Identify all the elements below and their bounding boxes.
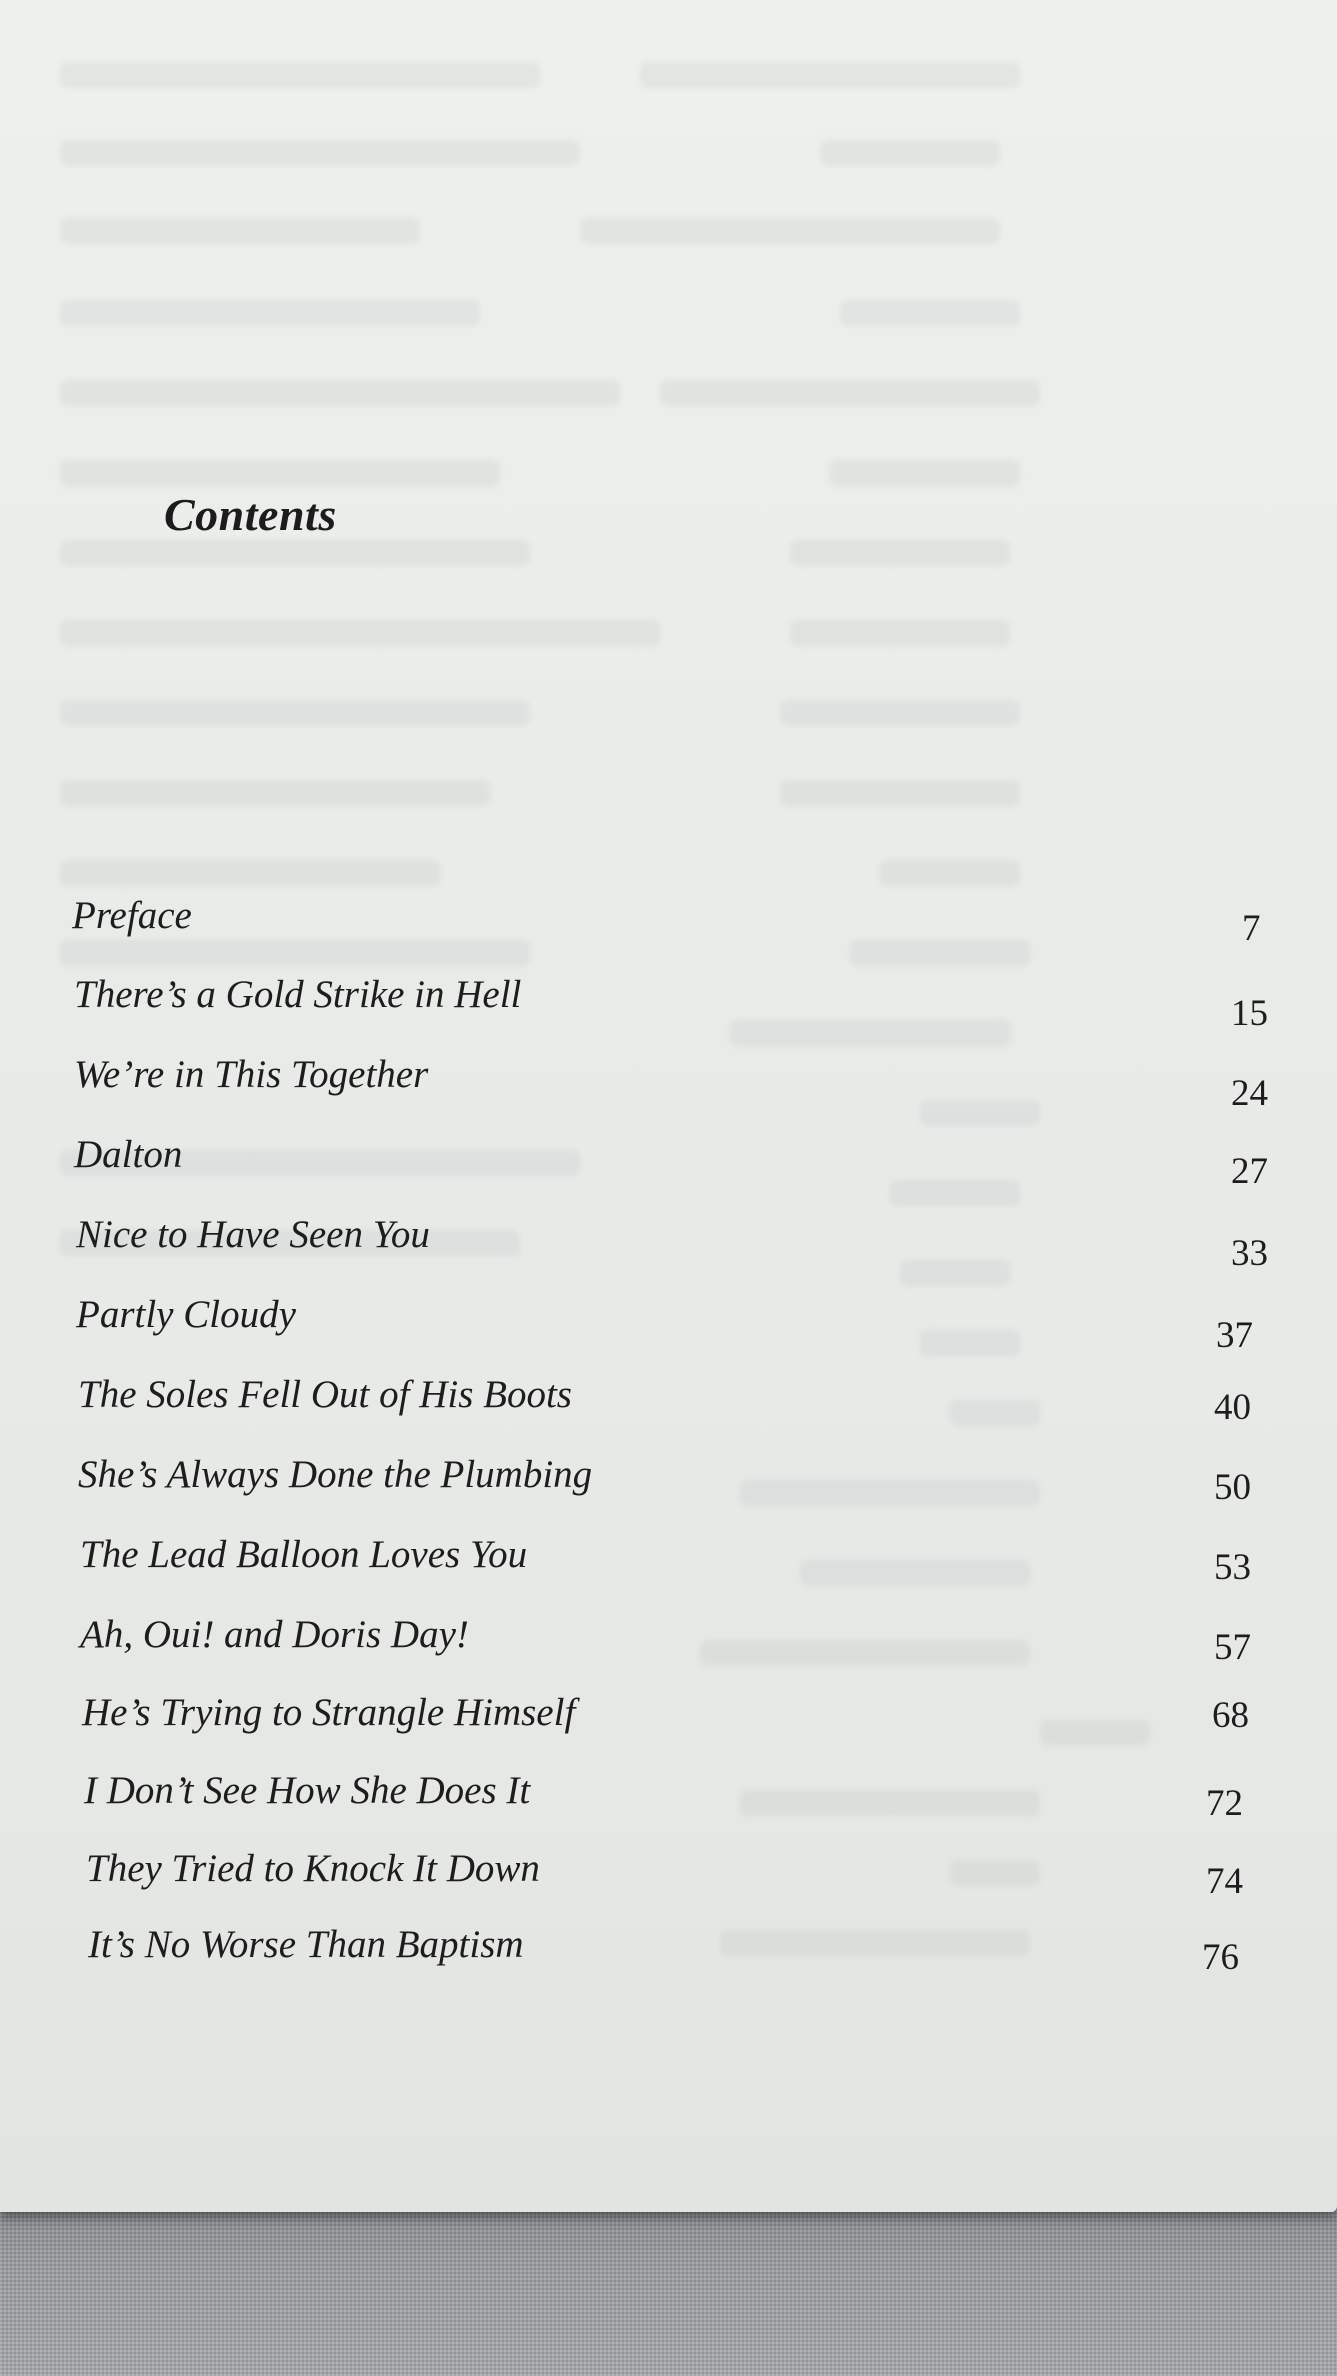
toc-entry-how-she-does-it xyxy=(84,1768,1284,1824)
toc-entry-doris-day xyxy=(80,1612,1280,1668)
toc-entry-page: 57 xyxy=(1214,1627,1251,1668)
toc-entry-page: 68 xyxy=(1212,1695,1249,1736)
toc-entry-plumbing xyxy=(78,1452,1278,1508)
toc-entry-lead-balloon xyxy=(80,1532,1280,1588)
toc-entry-title: Partly Cloudy xyxy=(76,1293,296,1336)
contents-heading: Contents xyxy=(164,489,337,540)
toc-entry-title: It’s No Worse Than Baptism xyxy=(88,1923,524,1966)
toc-entry-page: 24 xyxy=(1231,1073,1268,1114)
toc-entry-page: 7 xyxy=(1242,908,1261,949)
toc-entry-title: There’s a Gold Strike in Hell xyxy=(74,973,522,1016)
toc-entry-partly-cloudy xyxy=(76,1292,1276,1356)
toc-entry-page: 33 xyxy=(1231,1233,1268,1274)
toc-entry-title: Dalton xyxy=(74,1133,183,1176)
toc-entry-title: They Tried to Knock It Down xyxy=(86,1847,540,1890)
toc-entry-preface xyxy=(72,893,1272,949)
toc-entry-strangle xyxy=(82,1690,1282,1746)
toc-entry-page: 50 xyxy=(1214,1467,1251,1508)
toc-entry-page: 72 xyxy=(1206,1783,1243,1824)
toc-entry-page: 40 xyxy=(1214,1387,1251,1428)
toc-entry-dalton xyxy=(74,1132,1274,1192)
toc-entry-together xyxy=(74,1052,1274,1114)
toc-entry-title: She’s Always Done the Plumbing xyxy=(78,1453,593,1496)
toc-entry-title: I Don’t See How She Does It xyxy=(84,1769,531,1812)
toc-entry-page: 76 xyxy=(1202,1937,1239,1978)
toc-entry-gold-strike xyxy=(74,972,1274,1034)
toc-entry-title: The Lead Balloon Loves You xyxy=(80,1533,528,1576)
toc-entry-page: 53 xyxy=(1214,1547,1251,1588)
toc-entry-title: We’re in This Together xyxy=(74,1053,429,1096)
toc-entry-title: Ah, Oui! and Doris Day! xyxy=(80,1613,469,1656)
toc-entry-title: Preface xyxy=(72,894,192,937)
toc-entry-page: 74 xyxy=(1206,1861,1243,1902)
toc-entry-nice-to-have xyxy=(76,1212,1276,1274)
toc-entry-title: The Soles Fell Out of His Boots xyxy=(78,1373,572,1416)
toc-entry-page: 15 xyxy=(1231,993,1268,1034)
toc-entry-page: 27 xyxy=(1231,1151,1268,1192)
toc-entry-title: He’s Trying to Strangle Himself xyxy=(82,1691,576,1734)
toc-entry-title: Nice to Have Seen You xyxy=(76,1213,430,1256)
toc-entry-soles-fell xyxy=(78,1372,1278,1428)
toc-entry-baptism xyxy=(88,1922,1288,1978)
toc-entry-knock-it-down xyxy=(86,1846,1286,1902)
toc-entry-page: 37 xyxy=(1216,1315,1253,1356)
